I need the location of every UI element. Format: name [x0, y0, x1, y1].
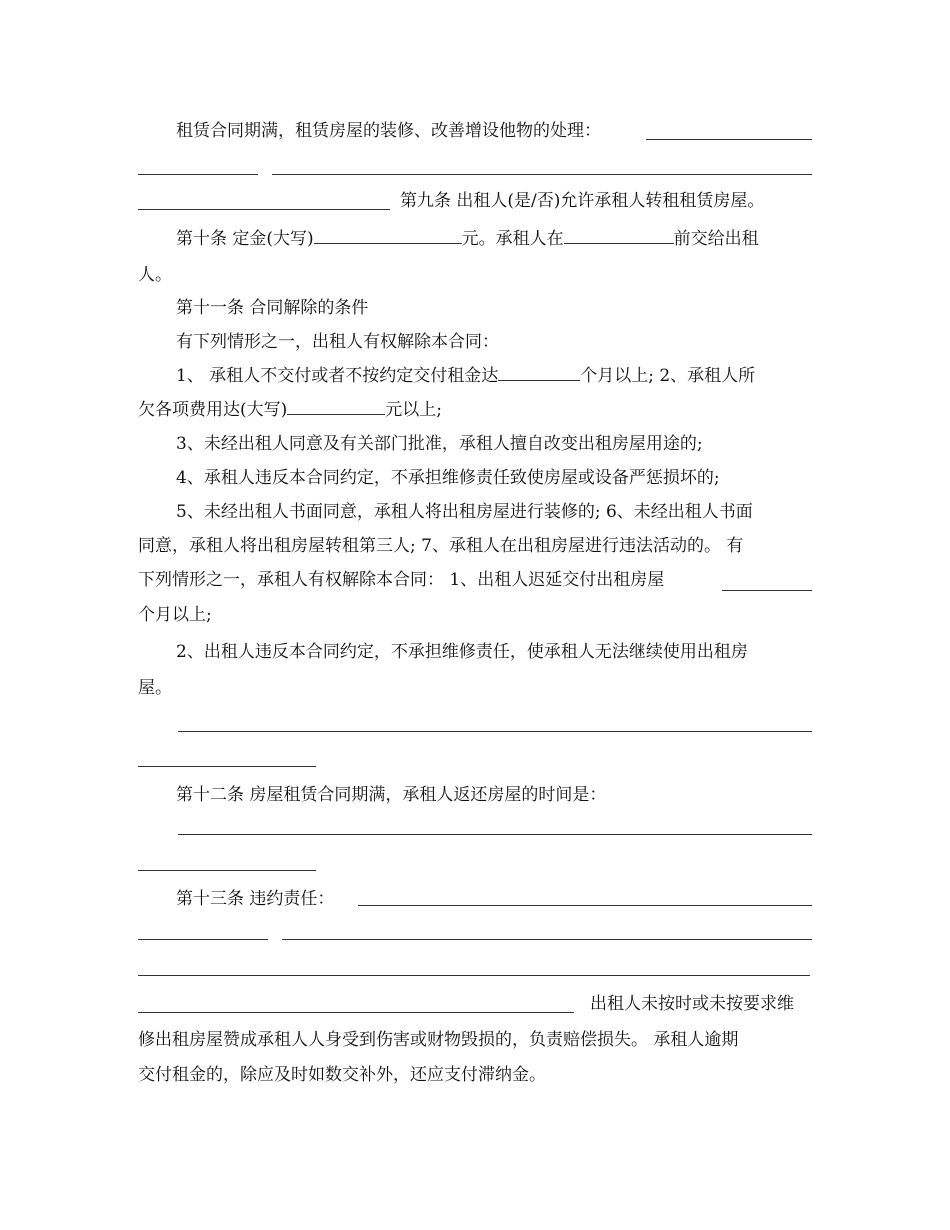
paragraph-line: [138, 263, 812, 287]
text-clause-4: 4、承租人违反本合同约定，不承担维修责任致使房屋或设备严惩损坏的;: [176, 468, 720, 488]
text-article-10-b: 元。承租人在: [461, 229, 564, 249]
blank-line: [722, 590, 812, 591]
paragraph-line: [138, 568, 812, 592]
blank-line: [138, 209, 390, 210]
text-clause-1-b: 个月以上; 2、承租人所: [580, 366, 756, 386]
text-article-11: 第十一条 合同解除的条件: [176, 298, 369, 318]
blank-line: [272, 174, 812, 175]
blank-line: [358, 905, 812, 906]
text-months-above: 个月以上;: [138, 605, 212, 625]
paragraph-line: [138, 1028, 812, 1052]
paragraph-line: [138, 676, 812, 700]
text-article-9: 第九条 出租人(是/否)允许承租人转租租赁房屋。: [400, 191, 765, 211]
text-lessee-rescind: 下列情形之一，承租人有权解除本合同： 1、出租人迟延交付出租房屋: [138, 570, 665, 590]
text-article-13: 第十三条 违约责任：: [176, 889, 335, 909]
paragraph-line: [176, 500, 812, 524]
text-clause-2: 欠各项费用达(大写): [138, 400, 288, 420]
blank-line: [138, 870, 316, 871]
blank-line: [138, 975, 810, 976]
blank-line: [287, 400, 385, 415]
paragraph-line: [176, 119, 646, 143]
text-lessor-repair: 出租人未按时或未按要求维: [590, 994, 794, 1014]
text-article-12: 第十二条 房屋租赁合同期满，承租人返还房屋的时间是：: [176, 785, 607, 805]
text-clause-1: 1、 承租人不交付或者不按约定交付租金达: [176, 366, 499, 386]
text-article-10-end: 人。: [138, 265, 172, 285]
paragraph-line: [176, 466, 850, 490]
paragraph-line: [138, 1063, 812, 1087]
text-house-end: 屋。: [138, 678, 172, 698]
paragraph-line: [400, 189, 812, 213]
text-article-10-c: 前交给出租: [673, 229, 759, 249]
blank-line: [138, 939, 268, 940]
blank-line: [282, 939, 812, 940]
text-lessee-clause-2: 2、出租人违反本合同约定，不承担维修责任，使承租人无法继续使用出租房: [176, 642, 748, 662]
blank-line: [178, 731, 812, 732]
blank-line: [138, 766, 316, 767]
text-clause-5-6: 5、未经出租人书面同意，承租人将出租房屋进行装修的; 6、未经出租人书面: [176, 502, 753, 522]
text-renovation-handling: 租赁合同期满，租赁房屋的装修、改善增设他物的处理：: [176, 121, 601, 141]
paragraph-line: [590, 992, 812, 1016]
blank-line: [178, 834, 812, 835]
paragraph-line: [176, 432, 850, 456]
blank-line: [564, 229, 674, 244]
text-lessor-rescind: 有下列情形之一，出租人有权解除本合同：: [176, 332, 499, 352]
paragraph-line: [176, 364, 812, 388]
blank-line: [498, 366, 580, 381]
section-heading: [176, 783, 850, 807]
text-article-10: 第十条 定金(大写): [176, 229, 314, 249]
blank-line: [314, 229, 462, 244]
paragraph-line: [176, 227, 812, 251]
paragraph-line: [176, 640, 850, 664]
blank-line: [138, 1012, 574, 1013]
paragraph-line: [138, 398, 812, 422]
section-heading: [176, 296, 850, 320]
text-clause-3: 3、未经出租人同意及有关部门批准，承租人擅自改变出租房屋用途的;: [176, 434, 703, 454]
text-clause-7: 同意，承租人将出租房屋转租第三人; 7、承租人在出租房屋进行违法活动的。 有: [138, 536, 744, 556]
text-late-fee: 交付租金的，除应及时如数交补外，还应支付滞纳金。: [138, 1065, 546, 1085]
section-heading: [176, 887, 356, 911]
text-clause-2-b: 元以上;: [385, 400, 442, 420]
blank-line: [138, 174, 258, 175]
paragraph-line: [176, 330, 850, 354]
blank-line: [646, 139, 812, 140]
paragraph-line: [138, 534, 812, 558]
text-compensation: 修出租房屋赞成承租人人身受到伤害或财物毁损的，负责赔偿损失。 承租人逾期: [138, 1030, 739, 1050]
paragraph-line: [138, 603, 812, 627]
